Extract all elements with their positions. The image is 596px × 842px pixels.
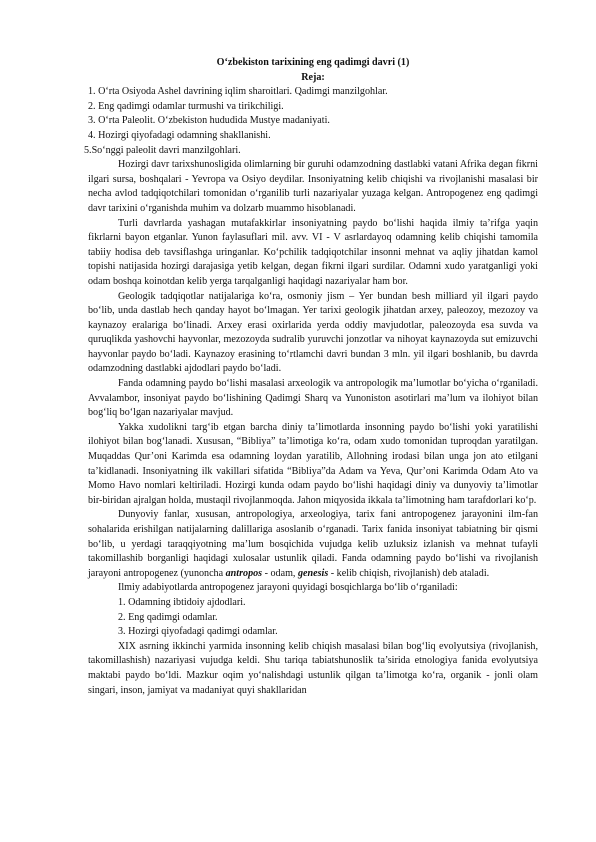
stage-item: 3. Hozirgi qiyofadagi qadimgi odamlar. [118,626,278,638]
term-genesis: genesis [297,567,329,579]
paragraph: Geologik tadqiqotlar natijalariga ko‘ra, osmoniy jism – Yer bundan besh milliard yil ilgari paydo bo‘lib, unda dastlab hech qanday hayot bo‘lmagan. Yer tarixi geologik jihatdan arxey, paleozoy, mezozoy va kaynazoy eralariga bo‘linadi. Arxey erasi oxirlarida yerda oddiy mavjudotlar, paleozoyda esa suvda va quruqlikda yashovchi hayvonlar, mezozoyda sudralib yuruvchi jonzotlar va nihoyat kaynazoyda sut emizuvchi hayvonlar paydo bo‘ladi. Kaynazoy erasining to‘rtlamchi davri bundan 3 mln. yil ilgari boshlanib, bu davrda odamzodning dastlabki ajdodlari paydo bo‘ladi. [88,290,538,375]
paragraph: Yakka xudolikni targ‘ib etgan barcha diniy ta’limotlarda insonning paydo bo‘lishi yoki yaratilishi ilohiyot bilan bog‘lanadi. Xususan, “Bibliya” ta’limotiga ko‘ra, odam xudo tomonidan tuproqdan yaratilgan. Muqaddas Qur’oni Karimda esa odamning loydan yaratilib, Allohning irodasi bilan unga jon ato etilgani ta’kidlanadi. Insoniyatning ilk vakillari sifatida “Bibliya”da Adam va Yeva, Qur’oni Karimda Odam Ato va Momo Havo nomlari keltiriladi. Hozirgi kunda odam paydo bo‘lishi haqidagi diniy va dunyoviy ta’limotlar bir-biridan ajralgan holda, mustaqil rivojlanmoqda. Jahon miqyosida ikkala ta’limotning ham tarafdorlari ko‘p. [88,421,538,506]
paragraph-text: - kelib chiqish, rivojlanish) deb ataladi. [328,567,490,579]
stages-list [88,596,538,640]
paragraph-antropogenez [88,508,538,581]
stages-intro: Ilmiy adabiyotlarda antropogenez jarayoni quyidagi bosqichlarga bo‘lib o‘rganiladi: [118,582,458,594]
paragraph: Turli davrlarda yashagan mutafakkirlar insoniyatning paydo bo‘lishi haqida ilmiy ta’rifga yaqin fikrlarni bayon etganlar. Yunon faylasuflari mil. avv. VI - V asrlardayoq odamning kelib chiqishi tamomila tabiiy hodisa deb tavsiflashga uringanlar. Ko‘pchilik tadqiqotchilar insonni mehnat va aqliy jihatdan kamol topishi natijasida hozirgi darajasiga yetib kelgan, degan fikrni ilgari surdilar. Odamni xudo yaratganligi yoki odam boshqa koinotdan kelib yerga tarqalganligi haqidagi nazariyalar ham bor. [88,217,538,287]
plan-item: 2. Eng qadimgi odamlar turmushi va tirikchiligi. [88,100,284,112]
paragraph-text: - odam, [262,567,298,579]
plan-item: 3. O‘rta Paleolit. O‘zbekiston hududida Mustye madaniyati. [88,115,330,127]
paragraph: XIX asrning ikkinchi yarmida insonning kelib chiqish masalasi bilan bog‘liq evolyutsiya (rivojlanish, takomillashish) nazariyasi vujudga keldi. Shu tariqa tabiatshunoslik ta’sirida etnologiya fanida evolyutsiya maktabi paydo bo‘ldi. Mazkur oqim yo‘nalishdagi ustunlik qilgan ta’limotga ko‘ra, organik - jonli olam singari, inson, jamiyat va madaniyat quyi shakllaridan [88,640,538,696]
plan-item: 4. Hozirgi qiyofadagi odamning shakllanishi. [88,129,271,141]
paragraph: Fanda odamning paydo bo‘lishi masalasi arxeologik va antropologik ma’lumotlar bo‘yicha o‘rganiladi. Avvalambor, insoniyat paydo bo‘lishining Qadimgi Sharq va Yunoniston asotirlari ma’lum va ilohiyot bilan bog‘liq bo‘lgan nazariyalar mavjud. [88,378,538,419]
document-title: O‘zbekiston tarixining eng qadimgi davri (1) [216,57,410,68]
term-antropos: antropos [225,567,263,579]
plan-item: 5.So‘nggi paleolit davri manzilgohlari. [84,144,241,156]
plan-item: 1. O‘rta Osiyoda Ashel davrining iqlim sharoitlari. Qadimgi manzilgohlar. [88,86,388,98]
plan-list [84,85,538,158]
paragraph: Hozirgi davr tarixshunosligida olimlarning bir guruhi odamzodning dastlabki vatani Afrika degan fikrni ilgari sursa, boshqalari - Yevropa va Osiyo deydilar. Insoniyatning kelib chiqishi va rivojlanishi masalasi bir necha avlod tadqiqotchilari tomonidan o‘rganilib turli nazariyalar yuzaga kelgan. Antropogenez eng qadimgi davr tarixini o‘rganishda muhim va dolzarb muammo hisoblanadi. [88,159,538,214]
stage-item: 2. Eng qadimgi odamlar. [118,611,218,623]
stage-item: 1. Odamning ibtidoiy ajdodlari. [118,596,246,608]
plan-heading: Reja: [301,71,325,83]
paragraph-text: Dunyoviy fanlar, xususan, antropologiya, arxeologiya, tarix fani antropogenez jarayonini ilm-fan sohalarida erishilgan natijalarning dalillariga asoslanib o‘rganadi. Tarix fanida insoniyat tabiatning bir qismi bo‘lib, u yerdagi taraqqiyotning ma’lum bosqichida vujudga kelib uzluksiz izlanish va mehnat tufayli takomillashib borganligi haqidagi xulosalar ustunlik qiladi. Fanda odamning paydo bo‘lishi va rivojlanish jarayoni antropogenez (yunoncha [88,509,538,579]
